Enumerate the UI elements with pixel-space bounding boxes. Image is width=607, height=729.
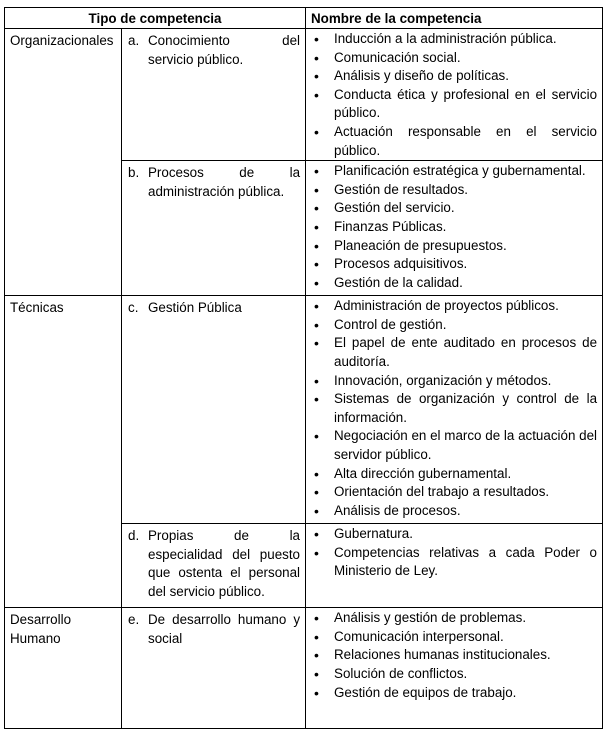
type-cell: Técnicas [5, 296, 122, 608]
list-item: • Gestión de equipos de trabajo. [312, 684, 597, 703]
competency-list-cell [306, 29, 603, 161]
list-item: • Conducta ética y profesional en el servicio público. [312, 86, 597, 123]
subtype-label: Propias de la especialidad del puesto que ostenta el personal del servicio público. [148, 528, 301, 599]
subtype-letter: e. [128, 612, 140, 628]
list-item: • Actuación responsable en el servicio público. [312, 123, 597, 160]
competency-list-cell [306, 296, 603, 524]
list-item: • Solución de conflictos. [312, 665, 597, 684]
list-item: • Planeación de presupuestos. [312, 237, 597, 256]
list-item: • Comunicación social. [312, 49, 597, 68]
list-item: • Gestión de la calidad. [312, 274, 597, 293]
subtype-cell [122, 29, 306, 161]
competency-table-document [4, 7, 602, 723]
list-item: • Análisis y diseño de políticas. [312, 67, 597, 86]
competency-list [306, 524, 602, 581]
competency-list-cell [306, 524, 603, 608]
competency-table [4, 7, 603, 729]
subtype-letter: a. [128, 33, 140, 48]
list-item: • Planificación estratégica y gubernamental. [312, 162, 597, 181]
table-row [5, 29, 603, 161]
list-item: • Comunicación interpersonal. [312, 628, 597, 647]
list-item: • Competencias relativas a cada Poder o Ministerio de Ley. [312, 544, 597, 581]
subtype-label: De desarrollo humano y social [148, 612, 301, 646]
table-row [5, 296, 603, 524]
list-item: • Administración de proyectos públicos. [312, 297, 597, 316]
competency-list-cell [306, 161, 603, 296]
subtype-label: Procesos de la administración pública. [148, 165, 301, 199]
list-item: • Relaciones humanas institucionales. [312, 646, 597, 665]
list-item: • Análisis de procesos. [312, 502, 597, 521]
list-item: • Innovación, organización y métodos. [312, 372, 597, 391]
subtype-cell [122, 524, 306, 608]
list-item: • Negociación en el marco de la actuación del servidor público. [312, 427, 597, 464]
competency-list [306, 29, 602, 160]
type-cell: Desarrollo Humano [5, 608, 122, 729]
competency-list [306, 608, 602, 702]
type-cell: Organizacionales [5, 29, 122, 296]
subtype-label: Gestión Pública [148, 300, 242, 316]
list-item: • Orientación del trabajo a resultados. [312, 483, 597, 502]
list-item: • Sistemas de organización y control de la información. [312, 390, 597, 427]
list-item: • Inducción a la administración pública. [312, 30, 597, 49]
list-item: • Control de gestión. [312, 316, 597, 335]
subtype-cell [122, 161, 306, 296]
competency-list [306, 161, 602, 292]
subtype-letter: d. [128, 528, 140, 544]
subtype-label: Conocimiento del servicio público. [148, 33, 301, 67]
list-item: • Alta dirección gubernamental. [312, 465, 597, 484]
subtype-cell [122, 608, 306, 729]
competency-list [306, 296, 602, 520]
subtype-letter: c. [128, 300, 139, 316]
list-item: • Gestión del servicio. [312, 199, 597, 218]
list-item: • Finanzas Públicas. [312, 218, 597, 237]
header-row [5, 8, 603, 29]
subtype-letter: b. [128, 165, 140, 181]
table-row [5, 608, 603, 729]
subtype-cell [122, 296, 306, 524]
header-competency-name: Nombre de la competencia [306, 8, 603, 29]
header-competency-type: Tipo de competencia [5, 8, 306, 29]
list-item: • Gubernatura. [312, 525, 597, 544]
competency-list-cell [306, 608, 603, 729]
list-item: • El papel de ente auditado en procesos de auditoría. [312, 334, 597, 371]
list-item: • Análisis y gestión de problemas. [312, 609, 597, 628]
list-item: • Procesos adquisitivos. [312, 255, 597, 274]
list-item: • Gestión de resultados. [312, 181, 597, 200]
